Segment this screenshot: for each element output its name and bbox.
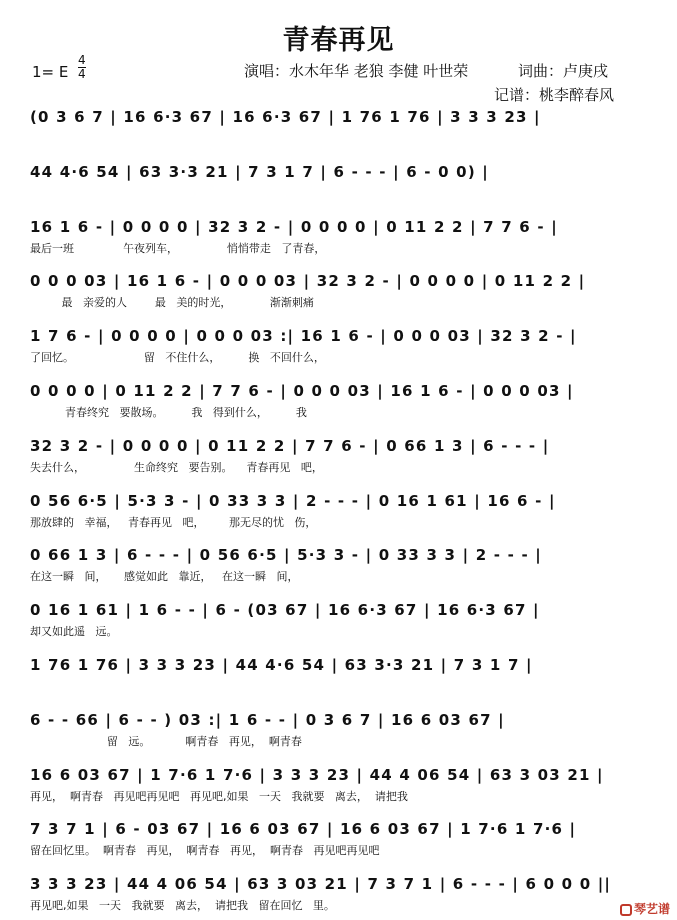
notation-line: 1 76 1 76 | 3 3 3 23 | 44 4·6 54 | 63 3·3 21 | 7 3 1 7 | — [30, 656, 533, 674]
notation-line: 7 3 7 1 | 6 - 03 67 | 16 6 03 67 | 16 6 03 67 | 1 7·6 1 7·6 | — [30, 820, 577, 839]
lyric-line: 再见吧,如果 一天 我就要 离去， 请把我 留在回忆 里。 — [30, 899, 335, 913]
meter-top: 4 — [78, 53, 86, 67]
lyric-line: 在这一瞬 间， 感觉如此 靠近， 在这一瞬 间， — [30, 570, 299, 584]
notation-line: 0 0 0 03 | 16 1 6 - | 0 0 0 03 | 32 3 2 - | 0 0 0 0 | 0 11 2 2 | — [30, 272, 586, 291]
lyricist-credit: 词曲：卢庚戌 — [518, 62, 609, 80]
notation-line: 16 6 03 67 | 1 7·6 1 7·6 | 3 3 3 23 | 44 4 06 54 | 63 3 03 21 | — [30, 765, 604, 784]
singers-credit: 演唱：水木年华 老狼 李健 叶世荣 — [244, 62, 469, 80]
lyric-line: 了回忆。 留 不住什么， 换 不回什么， — [30, 351, 325, 365]
notation-line: 0 0 0 0 | 0 11 2 2 | 7 7 6 - | 0 0 0 03 | 16 1 6 - | 0 0 0 03 | — [30, 382, 574, 400]
notation-line: 16 1 6 - | 0 0 0 0 | 32 3 2 - | 0 0 0 0 | 0 11 2 2 | 7 7 6 - | — [30, 217, 558, 236]
watermark-text: 琴艺谱 — [634, 902, 671, 916]
notation-line: 44 4·6 54 | 63 3·3 21 | 7 3 1 7 | 6 - - - | 6 - 0 0) | — [30, 162, 489, 181]
lyric-line: 最后一班 午夜列车， 悄悄带走 了青春， — [30, 241, 326, 255]
notation-line: 0 66 1 3 | 6 - - - | 0 56 6·5 | 5·3 3 - | 0 33 3 3 | 2 - - - | — [30, 546, 542, 565]
logo-icon — [620, 904, 632, 916]
notator-credit: 记谱：桃李醉春风 — [494, 86, 615, 104]
time-signature — [78, 54, 86, 81]
song-title: 青春再见 — [282, 25, 395, 56]
lyric-line: 留在回忆里。 啊青春 再见， 啊青春 再见， 啊青春 再见吧再见吧 — [30, 844, 380, 858]
lyric-line: 再见， 啊青春 再见吧再见吧 再见吧,如果 一天 我就要 离去， 请把我 — [30, 789, 408, 803]
notation-line: (0 3 6 7 | 16 6·3 67 | 16 6·3 67 | 1 76 1 76 | 3 3 3 23 | — [30, 108, 541, 126]
watermark-logo — [620, 900, 670, 917]
meter-bottom: 4 — [78, 67, 86, 81]
lyric-line: 那放肆的 幸福， 青春再见 吧， 那无尽的忧 伤， — [30, 515, 317, 529]
notation-line: 6 - - 66 | 6 - - ) 03 :| 1 6 - - | 0 3 6 7 | 16 6 03 67 | — [30, 710, 505, 729]
lyric-line: 却又如此遥 远。 — [30, 625, 118, 639]
notation-line: 0 56 6·5 | 5·3 3 - | 0 33 3 3 | 2 - - - | 0 16 1 61 | 16 6 - | — [30, 491, 556, 510]
lyric-line: 失去什么， 生命终究 要告别。 青春再见 吧， — [30, 460, 323, 474]
lyric-line: 留 远。 啊青春 再见， 啊青春 — [30, 734, 302, 748]
lyric-line: 最 亲爱的人 最 美的时光， 渐渐刺痛 — [30, 296, 314, 310]
notation-line: 1 7 6 - | 0 0 0 0 | 0 0 0 03 :| 16 1 6 - | 0 0 0 03 | 32 3 2 - | — [30, 327, 577, 346]
lyric-line: 青春终究 要散场。 我 得到什么， 我 — [30, 406, 307, 419]
key-signature: 1= E — [32, 63, 69, 81]
notation-line: 32 3 2 - | 0 0 0 0 | 0 11 2 2 | 7 7 6 - | 0 66 1 3 | 6 - - - | — [30, 436, 550, 455]
notation-line: 0 16 1 61 | 1 6 - - | 6 - (03 67 | 16 6·3 67 | 16 6·3 67 | — [30, 601, 540, 620]
notation-line: 3 3 3 23 | 44 4 06 54 | 63 3 03 21 | 7 3 7 1 | 6 - - - | 6 0 0 0 || — [30, 875, 612, 894]
